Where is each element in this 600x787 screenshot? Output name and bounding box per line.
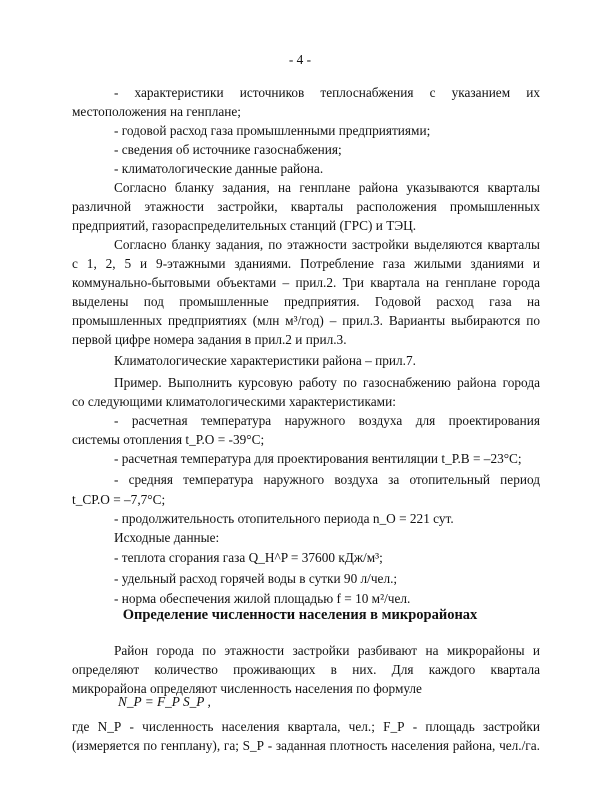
text-line: - расчетная температура для проектирования вентиляции t_Р.В = –23°С;	[114, 451, 522, 466]
text-line: t_СР.О = –7,7°С;	[72, 492, 166, 507]
page-number: - 4 -	[288, 52, 312, 67]
text-line: выделены под промышленные предприятия. Годовой расход газа на	[72, 294, 540, 309]
text-line: Пример. Выполнить курсовую работу по газоснабжению района города	[114, 375, 540, 390]
text-line: - продолжительность отопительного периода n_О = 221 сут.	[114, 511, 454, 526]
text-line: Согласно бланку задания, на генплане района указываются кварталы	[114, 180, 540, 195]
text-line: с 1, 2, 5 и 9-этажными зданиями. Потребление газа жилыми зданиями и	[72, 256, 540, 271]
text-line: со следующими климатологическими характеристиками:	[72, 394, 396, 409]
formula-text: N_P = F_P S_P ,	[118, 694, 211, 709]
text-line: - характеристики источников теплоснабжения с указанием их	[114, 85, 540, 100]
text-line: - норма обеспечения жилой площадью f = 10 м²/чел.	[114, 591, 411, 606]
text-line: местоположения на генплане;	[72, 104, 241, 119]
text-line: коммунально-бытовыми объектами – прил.2. Три квартала на генплане города	[72, 275, 540, 290]
text-line: где N_Р - численность населения квартала, чел.; F_Р - площадь застройки	[72, 719, 540, 734]
text-line: Климатологические характеристики района – прил.7.	[114, 353, 416, 368]
text-line: первой цифре номера задания в прил.2 и прил.3.	[72, 332, 347, 347]
text-line: микрорайона определяют численность населения по формуле	[72, 681, 422, 696]
text-line: - удельный расход горячей воды в сутки 90 л/чел.;	[114, 571, 398, 586]
text-line: системы отопления t_Р.О = -39°С;	[72, 432, 265, 447]
text-line: различной этажности застройки, кварталы расположения промышленных	[72, 199, 540, 214]
text-line: определяют количество проживающих в них. Для каждого квартала	[72, 662, 540, 677]
text-line: - сведения об источнике газоснабжения;	[114, 142, 342, 157]
text-line: промышленных предприятиях (млн м³/год) – прил.3. Варианты выбираются по	[72, 313, 540, 328]
text-line: - теплота сгорания газа Q_H^P = 37600 кДж/м³;	[114, 550, 383, 565]
text-line: - средняя температура наружного воздуха за отопительный период	[114, 472, 540, 487]
text-line: - расчетная температура наружного воздуха для проектирования	[114, 413, 540, 428]
text-line: - годовой расход газа промышленными предприятиями;	[114, 123, 431, 138]
section-heading: Определение численности населения в микрорайонах	[122, 607, 478, 623]
text-line: - климатологические данные района.	[114, 161, 324, 176]
text-line: Исходные данные:	[114, 530, 220, 545]
text-line: Согласно бланку задания, по этажности застройки выделяются кварталы	[114, 237, 540, 252]
text-line: предприятий, газораспределительных станций (ГРС) и ТЭЦ.	[72, 218, 417, 233]
text-line: (измеряется по генплану), га; S_Р - заданная плотность населения района, чел./га.	[72, 738, 540, 753]
text-line: Район города по этажности застройки разбивают на микрорайоны и	[114, 643, 540, 658]
formula	[118, 694, 211, 710]
